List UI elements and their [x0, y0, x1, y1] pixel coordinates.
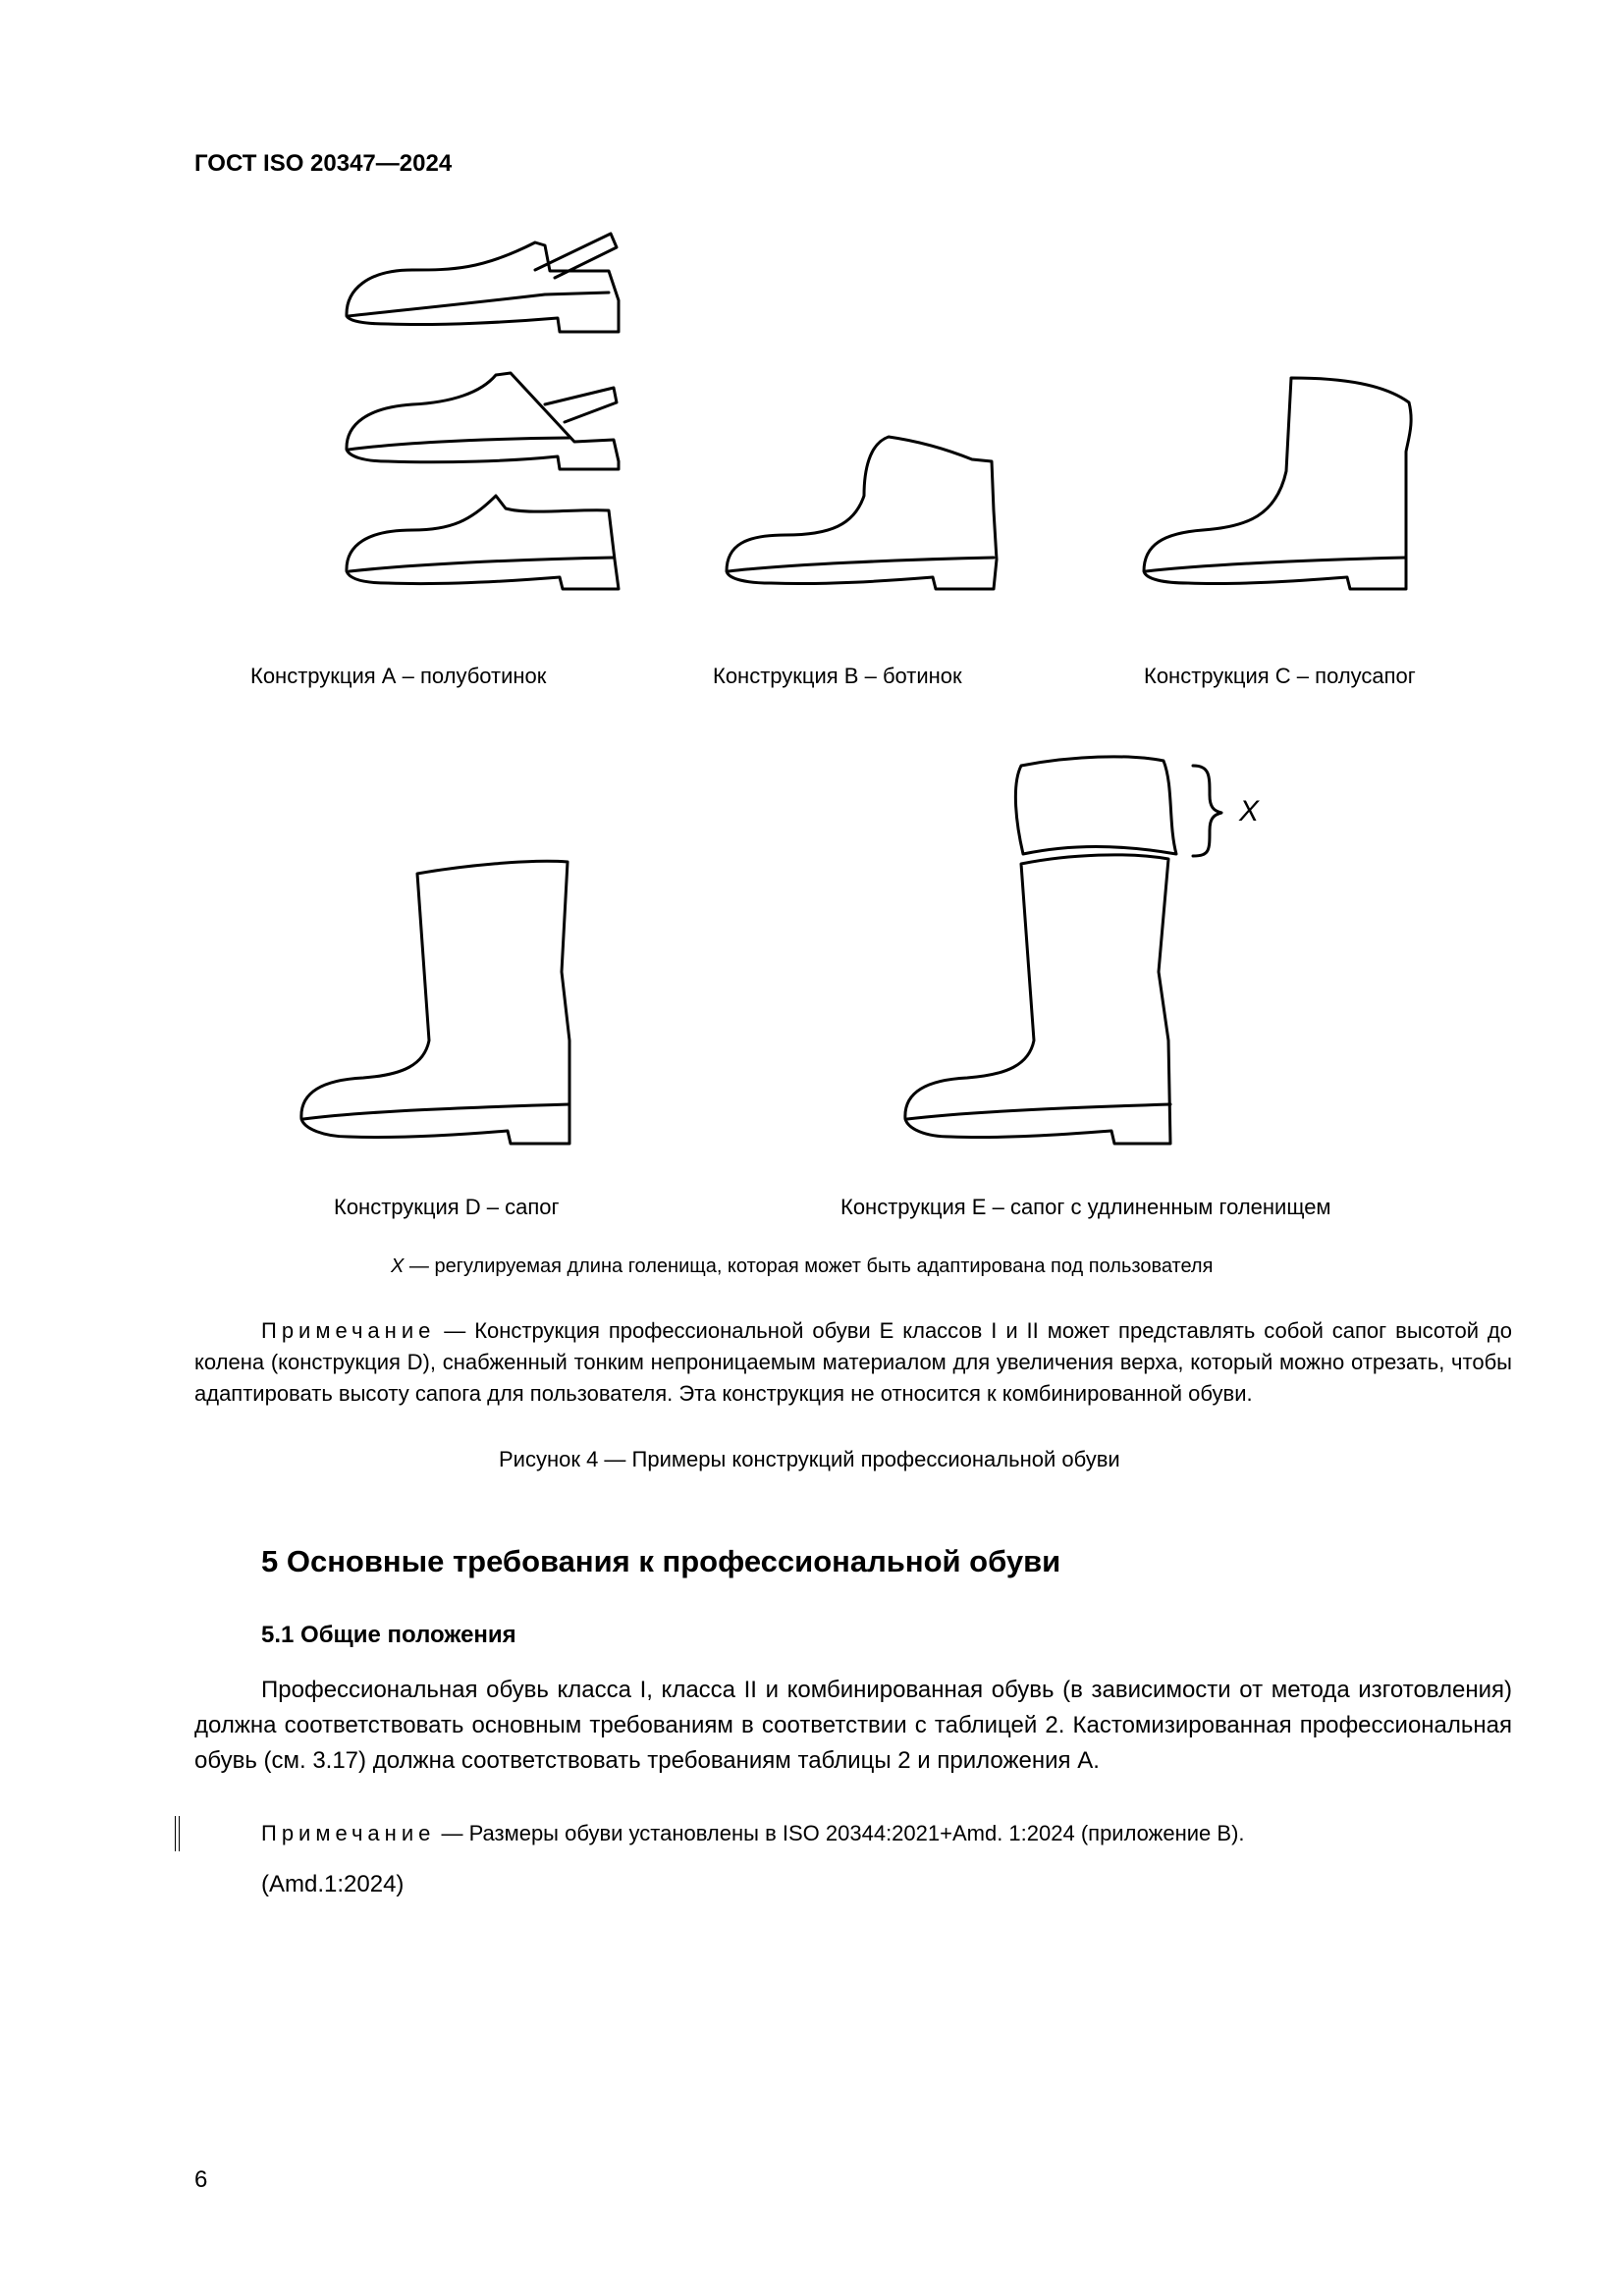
caption-design-a: Конструкция А – полуботинок: [250, 664, 547, 688]
figure-title: Рисунок 4 — Примеры конструкций профессиональной обуви: [499, 1447, 1120, 1471]
caption-design-b: Конструкция В – ботинок: [713, 664, 962, 688]
x-legend-symbol: X: [391, 1255, 405, 1277]
x-legend: [391, 1255, 1213, 1278]
figure-note-label: Примечание: [261, 1318, 436, 1343]
section-title: 5 Основные требования к профессиональной обуви: [261, 1544, 1061, 1578]
figure-note-text: — Конструкция профессиональной обуви Е классов I и II может представлять собой сапог высотой до колена (конструкция D), снабженный тонким непроницаемым материалом для увеличения верха, который можно отрезать, чтобы адаптировать высоту сапога для пользователя. Эта конструкция не относится к комбинированной обуви.: [194, 1318, 1512, 1406]
x-brace-icon: [1193, 766, 1221, 856]
caption-design-d: Конструкция D – сапог: [334, 1195, 560, 1219]
x-dimension-label: X: [1239, 795, 1260, 828]
section-note-label: Примечание: [261, 1821, 436, 1845]
shoe-a1-drawing: [347, 234, 619, 332]
page-number: 6: [194, 2166, 208, 2193]
section-note-text: — Размеры обуви установлены в ISO 20344:2021+Amd. 1:2024 (приложение В).: [435, 1821, 1245, 1845]
shoe-a3-drawing: [347, 496, 619, 589]
section-note: [261, 1821, 1245, 1846]
shoe-b-drawing: [727, 437, 997, 589]
subsection-title: 5.1 Общие положения: [261, 1622, 516, 1648]
section-paragraph: Профессиональная обувь класса I, класса II и комбинированная обувь (в зависимости от метода изготовления) должна соответствовать основным требованиям в соответствии с таблицей 2. Кастомизированная профессиональная обувь (см. 3.17) должна соответствовать требованиям таблицы 2 и приложения А.: [194, 1677, 1512, 1774]
amendment-reference: (Amd.1:2024): [261, 1871, 405, 1897]
x-legend-text: — регулируемая длина голенища, которая может быть адаптирована под пользователя: [404, 1255, 1214, 1277]
shoe-a2-drawing: [347, 373, 619, 469]
caption-design-c: Конструкция С – полусапог: [1144, 664, 1416, 688]
figure-note: [194, 1315, 1512, 1410]
document-header: ГОСТ ISO 20347—2024: [194, 150, 453, 177]
shoe-d-drawing: [301, 861, 569, 1144]
shoe-e-drawing: [905, 757, 1176, 1144]
shoe-c-drawing: [1144, 378, 1411, 589]
caption-design-e: Конструкция Е – сапог с удлиненным голенищем: [840, 1195, 1331, 1219]
change-bar: [175, 1816, 180, 1851]
